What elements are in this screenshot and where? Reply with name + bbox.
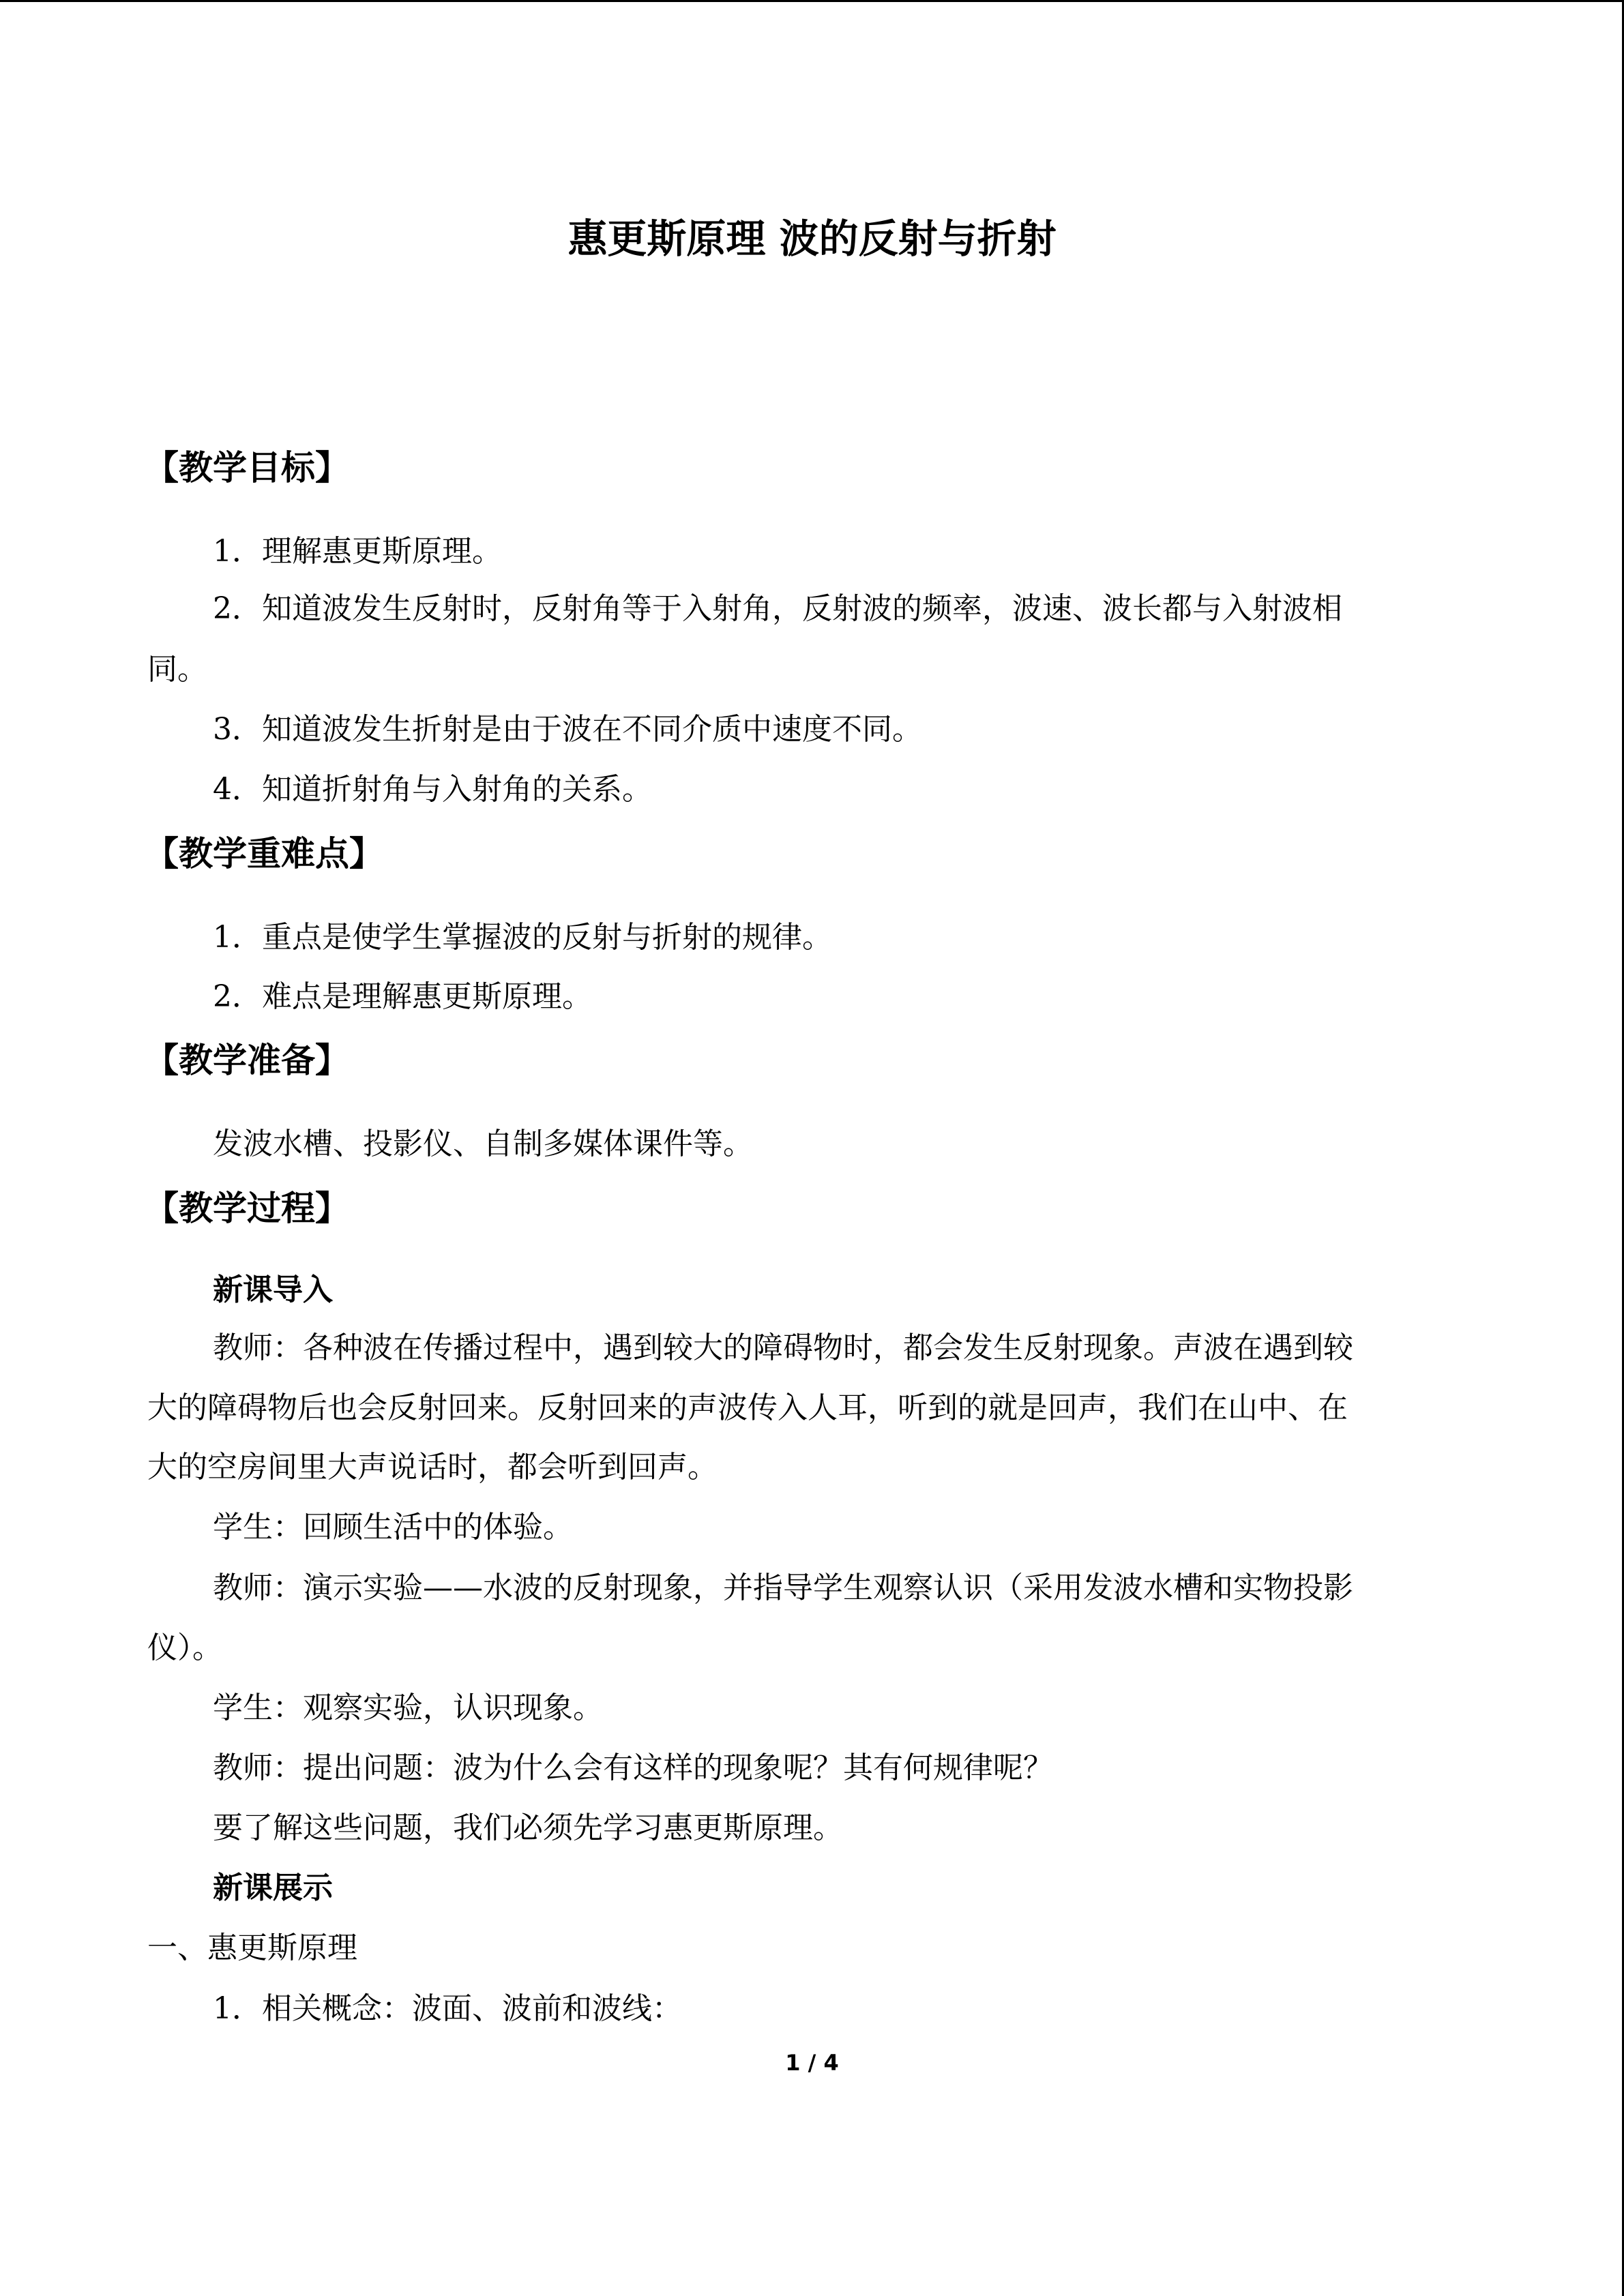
page-border-top bbox=[0, 0, 1624, 2]
intro-line: 学生：回顾生活中的体验。 bbox=[213, 1510, 573, 1545]
key-point-item: 1．重点是使学生掌握波的反射与折射的规律。 bbox=[213, 920, 832, 955]
page-number: 1 / 4 bbox=[785, 2050, 839, 2076]
objective-item: 4．知道折射角与入射角的关系。 bbox=[213, 772, 652, 807]
intro-line: 学生：观察实验，认识现象。 bbox=[213, 1690, 603, 1725]
section-heading-objectives: 【教学目标】 bbox=[145, 448, 349, 488]
intro-line: 大的空房间里大声说话时，都会听到回声。 bbox=[147, 1450, 718, 1485]
objective-item: 3．知道波发生折射是由于波在不同介质中速度不同。 bbox=[213, 712, 922, 747]
section-heading-key-points: 【教学重难点】 bbox=[145, 834, 383, 874]
intro-line: 大的障碍物后也会反射回来。反射回来的声波传入人耳，听到的就是回声，我们在山中、在 bbox=[147, 1390, 1348, 1425]
intro-line: 教师：各种波在传播过程中，遇到较大的障碍物时，都会发生反射现象。声波在遇到较 bbox=[213, 1330, 1353, 1365]
preparation-item: 发波水槽、投影仪、自制多媒体课件等。 bbox=[213, 1127, 753, 1161]
section-heading-process: 【教学过程】 bbox=[145, 1189, 349, 1228]
objective-item: 1．理解惠更斯原理。 bbox=[213, 534, 502, 569]
objective-item-continuation: 同。 bbox=[147, 652, 207, 687]
key-point-item: 2．难点是理解惠更斯原理。 bbox=[213, 979, 592, 1014]
subheading-display: 新课展示 bbox=[213, 1870, 333, 1905]
intro-line: 要了解这些问题，我们必须先学习惠更斯原理。 bbox=[213, 1810, 843, 1845]
objective-item: 2．知道波发生反射时，反射角等于入射角，反射波的频率，波速、波长都与入射波相 bbox=[213, 591, 1342, 626]
intro-line: 仪）。 bbox=[147, 1630, 222, 1665]
intro-line: 教师：提出问题：波为什么会有这样的现象呢？其有何规律呢？ bbox=[213, 1750, 1053, 1785]
document-title: 惠更斯原理 波的反射与折射 bbox=[567, 215, 1057, 262]
part-one-item: 1．相关概念：波面、波前和波线： bbox=[213, 1991, 682, 2026]
subheading-intro: 新课导入 bbox=[213, 1272, 333, 1307]
intro-line: 教师：演示实验——水波的反射现象，并指导学生观察认识（采用发波水槽和实物投影 bbox=[213, 1570, 1353, 1605]
part-one-heading: 一、惠更斯原理 bbox=[147, 1930, 357, 1965]
section-heading-preparation: 【教学准备】 bbox=[145, 1041, 349, 1080]
